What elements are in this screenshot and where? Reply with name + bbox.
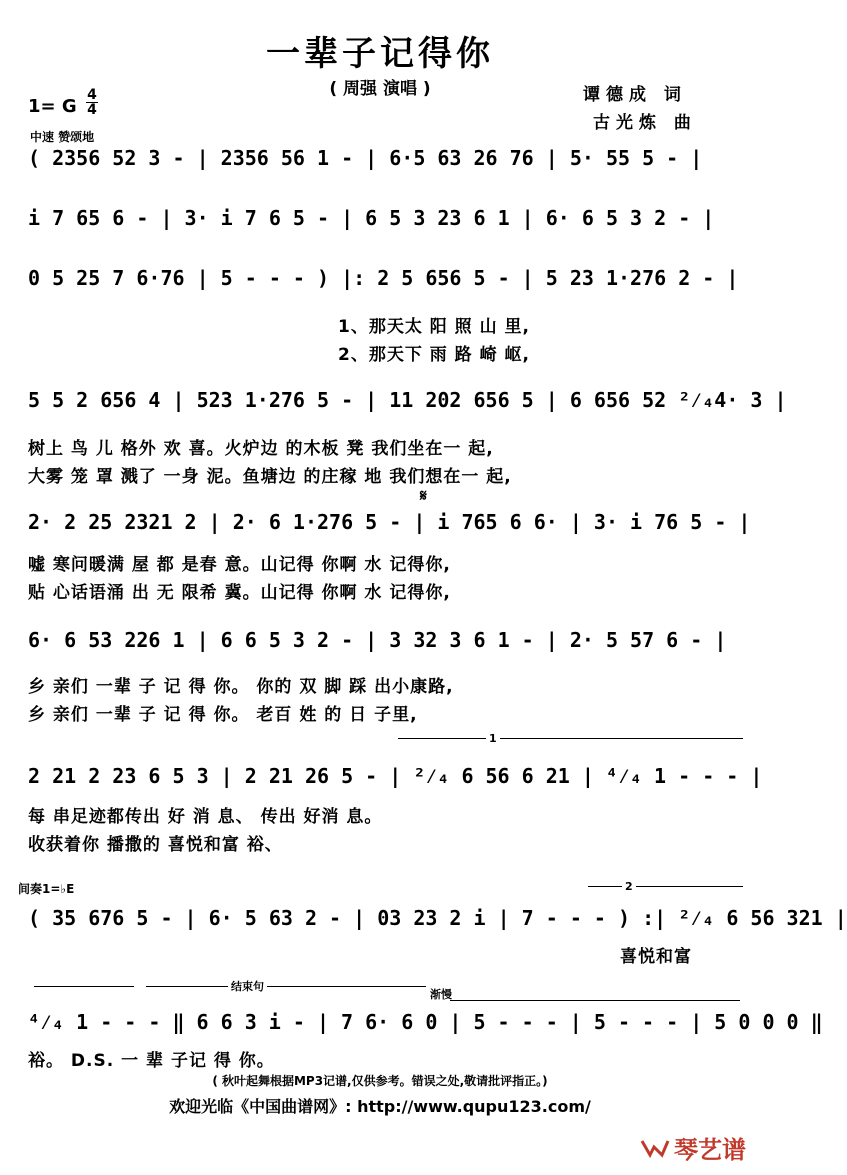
lyric-8a: 裕。 D.S. 一 辈 子记 得 你。	[28, 1051, 275, 1071]
brand-logo	[640, 1130, 746, 1165]
score-line-9: ⁴⁄₄ 1 - - - ‖ 6 6 3 i - | 7 6· 6 0 | 5 - - - | 5 - - - | 5 0 0 0 ‖	[28, 1010, 823, 1034]
performer-subtitle: ( 周强 演唱 )	[329, 79, 431, 99]
score-line-2: i 7 65 6 - | 3· i 7 6 5 - | 6 5 3 23 6 1 | 6· 6 5 3 2 - |	[28, 206, 715, 230]
logo-text: 琴艺谱	[674, 1136, 746, 1164]
lyric-4a: 嘘 寒问暖满 屋 都 是春 意。山记得 你啊 水 记得你,	[28, 555, 451, 575]
volta-1-label: 1	[486, 732, 500, 745]
lyric-5a: 乡 亲们 一辈 子 记 得 你。 你的 双 脚 踩 出小康路,	[28, 677, 454, 697]
lyric-4b: 贴 心话语涌 出 无 限希 冀。山记得 你啊 水 记得你,	[28, 583, 451, 603]
composer-credit: 古光炼 曲	[593, 113, 697, 133]
rit-bracket	[450, 1000, 740, 1001]
time-signature	[86, 88, 98, 117]
continuation-bracket	[34, 986, 134, 987]
site-link[interactable]: 欢迎光临《中国曲谱网》: http://www.qupu123.com/	[169, 1097, 591, 1116]
lyric-6b: 收获着你 播撒的 喜悦和富 裕、	[28, 835, 283, 855]
lyricist-credit: 谭德成 词	[583, 85, 687, 105]
lyric-3a: 树上 鸟 儿 格外 欢 喜。火炉边 的木板 凳 我们坐在一 起,	[28, 439, 494, 459]
volta-1-bracket	[398, 738, 743, 739]
score-line-4: 5 5 2 656 4 | 523 1·276 5 - | 11 202 656 5 | 6 656 52 ²⁄₄4· 3 |	[28, 388, 787, 412]
score-line-6: 6· 6 53 226 1 | 6 6 5 3 2 - | 3 32 3 6 1 - | 2· 5 57 6 - |	[28, 628, 727, 652]
lyric-3b: 大雾 笼 罩 溅了 一身 泥。鱼塘边 的庄稼 地 我们想在一 起,	[28, 467, 512, 487]
score-line-1: ( 2356 52 3 - | 2356 56 1 - | 6·5 63 26 76 | 5· 55 5 - |	[28, 146, 703, 170]
volta-2-label: 2	[622, 880, 636, 893]
ending-bracket	[146, 986, 426, 987]
page-title: 一辈子记得你	[266, 34, 494, 74]
volta-2-bracket	[588, 886, 743, 887]
logo-mark-icon	[640, 1137, 670, 1159]
time-bottom: 4	[87, 102, 97, 118]
tempo-marking: 中速 赞颂地	[30, 130, 95, 144]
lyric-2b: 2、那天下 雨 路 崎 岖,	[338, 345, 530, 365]
score-line-5: 2· 2 25 2321 2 | 2· 6 1·276 5 - | i 765 6 6· | 3· i 76 5 - |	[28, 510, 751, 534]
lyric-5b: 乡 亲们 一辈 子 记 得 你。 老百 姓 的 日 子里,	[28, 705, 418, 725]
score-line-8: ( 35 676 5 - | 6· 5 63 2 - | 03 23 2 i | 7 - - - ) :| ²⁄₄ 6 56 321 |	[28, 906, 847, 930]
footer-note: ( 秋叶起舞根据MP3记谱,仅供参考。错误之处,敬请批评指正。)	[212, 1074, 548, 1088]
lyric-6a: 每 串足迹都传出 好 消 息、 传出 好消 息。	[28, 807, 383, 827]
rit-label: 渐慢	[430, 988, 452, 1001]
score-line-7: 2 21 2 23 6 5 3 | 2 21 26 5 - | ²⁄₄ 6 56 6 21 | ⁴⁄₄ 1 - - - |	[28, 764, 763, 788]
key-signature: 1= G	[28, 96, 77, 117]
score-line-3: 0 5 25 7 6·76 | 5 - - - ) |: 2 5 656 5 - | 5 23 1·276 2 - |	[28, 266, 739, 290]
lyric-7a: 喜悦和富	[620, 947, 692, 967]
time-top: 4	[87, 87, 97, 103]
segno-sign: 𝄋	[420, 486, 427, 505]
lyric-2a: 1、那天太 阳 照 山 里,	[338, 317, 530, 337]
interlude-label: 间奏1=♭E	[18, 882, 75, 896]
ending-label: 结束句	[228, 978, 267, 994]
